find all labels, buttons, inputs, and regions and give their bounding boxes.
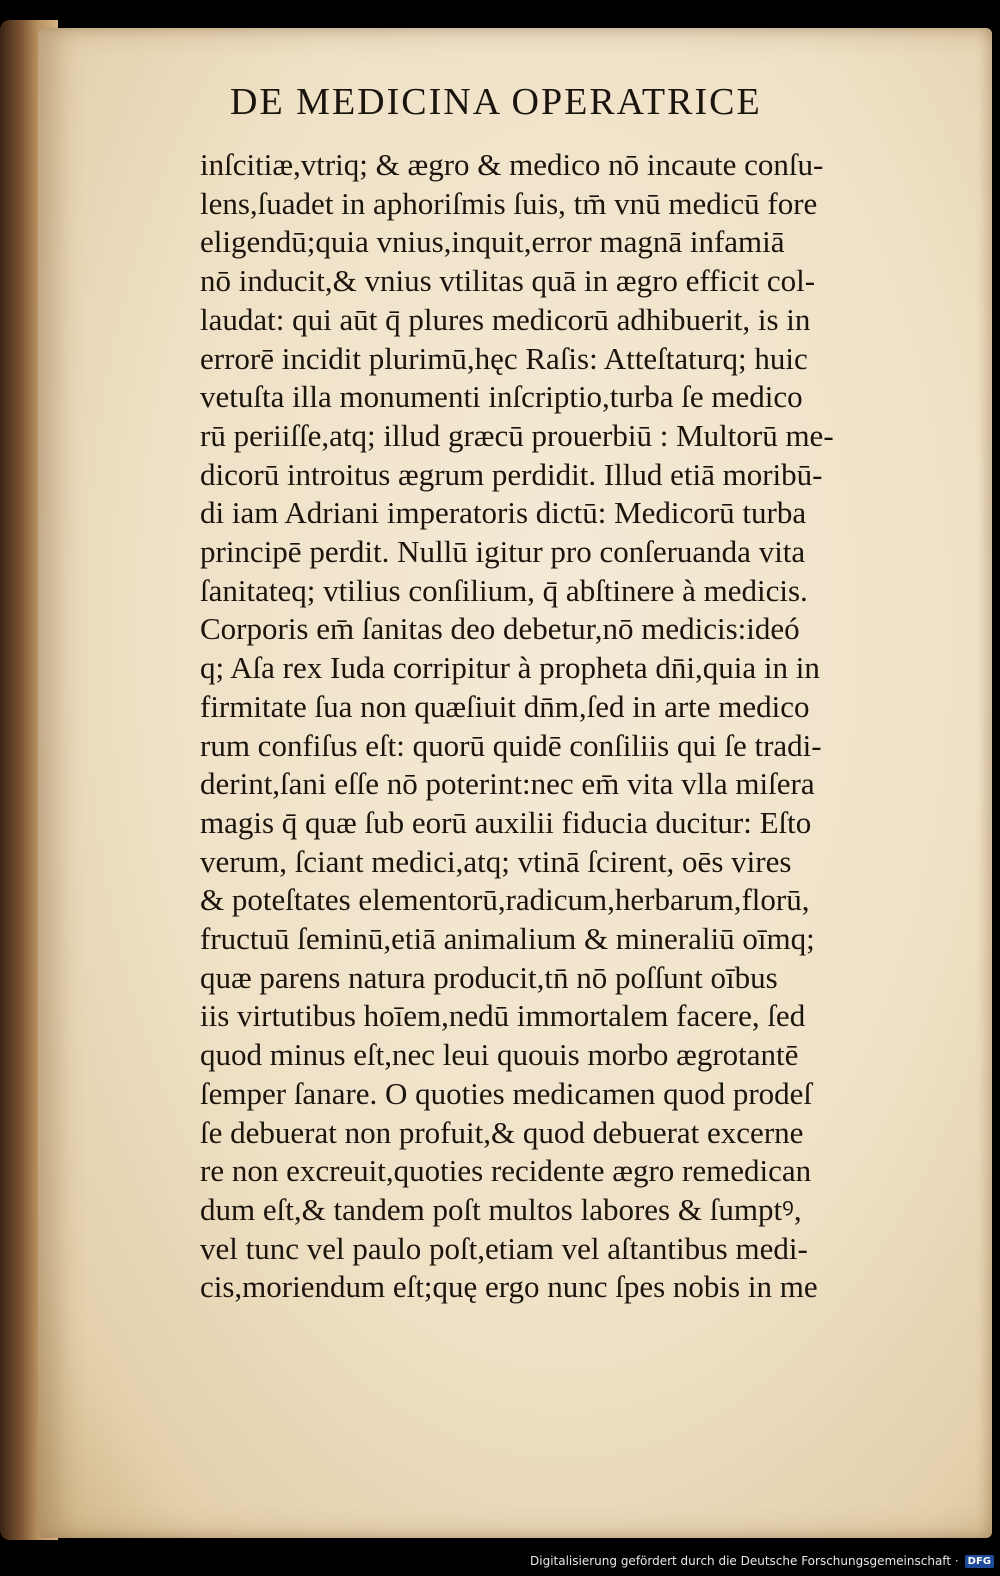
text-line: nō inducit,& vnius vtilitas quā in ægro efficit col- xyxy=(200,263,816,299)
text-line: dum eſt,& tandem poſt multos labores & ſumptꝰ, xyxy=(200,1191,802,1227)
text-line: magis q̄ quæ ſub eorū auxilii fiducia ducitur: Eſto xyxy=(200,804,812,840)
text-line: derint,ſani eſſe nō poterint:nec em̄ vita vlla miſera xyxy=(200,766,815,802)
text-line: rum confiſus eſt: quorū quidē conſiliis qui ſe tradi- xyxy=(200,727,822,763)
text-line: vetuſta illa monumenti inſcriptio,turba ſe medico xyxy=(200,379,803,415)
text-line: lens,ſuadet in aphoriſmis ſuis, tm̄ vnū medicū fore xyxy=(200,185,818,221)
text-line: & poteſtates elementorū,radicum,herbarum,florū, xyxy=(200,882,810,918)
text-line: re non excreuit,quoties recidente ægro remedican xyxy=(200,1153,812,1189)
text-line: quæ parens natura producit,tn̄ nō poſſunt oībus xyxy=(200,959,778,995)
digitization-footer xyxy=(530,1548,994,1574)
text-line: laudat: qui aūt q̄ plures medicorū adhibuerit, is in xyxy=(200,301,811,337)
footer-credit: Digitalisierung gefördert durch die Deutsche Forschungsgemeinschaft · xyxy=(530,1554,959,1568)
text-line: ſe debuerat non profuit,& quod debuerat excerne xyxy=(200,1114,804,1150)
text-line: eligendū;quia vnius,inquit,error magnā infamiā xyxy=(200,224,785,260)
text-line: vel tunc vel paulo poſt,etiam vel aſtantibus medi- xyxy=(200,1230,808,1266)
text-line: errorē incidit plurimū,hęc Raſis: Atteſtaturq; huic xyxy=(200,340,808,376)
text-line: ſanitateq; vtilius conſilium, q̄ abſtinere à medicis. xyxy=(200,572,808,608)
text-line: Corporis em̄ ſanitas deo debetur,nō medicis:ideó xyxy=(200,611,800,647)
text-line: principē perdit. Nullū igitur pro conſeruanda vita xyxy=(200,534,806,570)
body-text xyxy=(200,146,940,1307)
text-line: verum, ſciant medici,atq; vtinā ſcirent, oēs vires xyxy=(200,843,792,879)
text-line: di iam Adriani imperatoris dictū: Medicorū turba xyxy=(200,495,807,531)
text-line: quod minus eſt,nec leui quouis morbo ægrotantē xyxy=(200,1037,799,1073)
text-line: rū periiſſe,atq; illud græcū prouerbiū : Multorū me- xyxy=(200,417,834,453)
text-line: ſemper ſanare. O quoties medicamen quod prodeſ xyxy=(200,1075,813,1111)
text-line: inſcitiæ,vtriq; & ægro & medico nō incaute conſu- xyxy=(200,147,824,182)
text-line: q; Aſa rex Iuda corripitur à propheta dn̄i,quia in in xyxy=(200,650,820,686)
text-line: firmitate ſua non quæſiuit dn̄m,ſed in arte medico xyxy=(200,688,810,724)
running-head: DE MEDICINA OPERATRICE xyxy=(230,81,762,123)
dfg-logo: DFG xyxy=(965,1555,994,1568)
text-line: dicorū introitus ægrum perdidit. Illud etiā moribū- xyxy=(200,456,823,492)
text-line: iis virtutibus hoīem,nedū immortalem facere, ſed xyxy=(200,998,806,1034)
text-line: cis,moriendum eſt;quę ergo nunc ſpes nobis in me xyxy=(200,1269,818,1305)
text-line: fructuū ſeminū,etiā animalium & mineraliū oīmq; xyxy=(200,921,815,957)
